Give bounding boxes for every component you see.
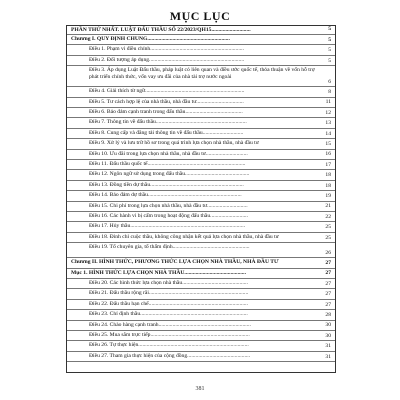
toc-entry-page: 27 xyxy=(325,291,331,298)
toc-entry-text: Điều 17. Hủy thầu.................................................................................. xyxy=(89,223,245,230)
toc-entry-page: 5 xyxy=(328,47,331,54)
toc-entry xyxy=(67,87,335,97)
toc-entry-text: Điều 7. Thông tin về đấu thầu................................................................. xyxy=(89,119,247,126)
toc-entry-page: 27 xyxy=(325,280,331,287)
toc-entry-page: 18 xyxy=(325,182,331,189)
toc-entry xyxy=(67,56,335,66)
toc-entry-page: 31 xyxy=(325,353,331,360)
toc-part-heading xyxy=(67,26,335,35)
toc-entry-page: 14 xyxy=(325,130,331,137)
toc-entry-text: Điều 15. Chi phí trong lựa chọn nhà thầu, nhà đầu tư............................. xyxy=(89,202,248,209)
toc-entry xyxy=(67,45,335,55)
page-number: 381 xyxy=(195,386,205,392)
toc-entry xyxy=(67,222,335,232)
toc-entry-page: 30 xyxy=(325,332,331,339)
toc-entry-text: Điều 20. Các hình thức lựa chọn nhà thầu............................................... xyxy=(89,280,248,286)
toc-entry-page: 25 xyxy=(325,234,331,241)
toc-entry-page: 25 xyxy=(325,224,331,231)
toc-entry-text: Điều 27. Tham gia thực hiện của cộng đồng............................................. xyxy=(89,352,251,359)
toc-entry-page: 5 xyxy=(328,26,331,33)
toc-entry-page: 6 xyxy=(328,78,331,85)
toc-entry xyxy=(67,139,335,149)
toc-entry xyxy=(67,108,335,118)
toc-entry xyxy=(67,321,335,331)
toc-entry-text: Điều 11. Đấu thầu quốc tế...................................................................... xyxy=(89,161,246,167)
toc-entry-text: Điều 1. Phạm vi điều chỉnh................................................................... xyxy=(89,46,244,53)
toc-entry xyxy=(67,150,335,160)
toc-chapter-heading xyxy=(67,35,335,45)
toc-entry-page: 27 xyxy=(325,301,331,308)
toc-entry-page: 5 xyxy=(328,57,331,64)
toc-entry xyxy=(67,66,335,87)
toc-entry-page: 11 xyxy=(325,99,331,106)
toc-entry-text: Điều 5. Tư cách hợp lệ của nhà thầu, nhà đầu tư.................................. xyxy=(89,98,244,105)
toc-entry xyxy=(67,160,335,170)
toc-entry-page: 17 xyxy=(325,161,331,168)
toc-entry-text: PHẦN THỨ NHẤT. LUẬT ĐẤU THẦU SỐ 22/2023/QH15............................ xyxy=(71,27,251,33)
toc-entry-page: 19 xyxy=(325,192,331,199)
toc-entry-page: 27 xyxy=(325,259,331,266)
toc-entry xyxy=(67,352,335,362)
toc-entry-page: 5 xyxy=(328,36,331,43)
toc-entry-text: Điều 4. Giải thích từ ngữ....................................................................... xyxy=(89,88,245,95)
toc-entry-text: Điều 13. Đồng tiền dự thầu................................................................... xyxy=(89,181,244,188)
toc-entry-text: Điều 6. Bảo đảm cạnh tranh trong đấu thầu......................................... xyxy=(89,109,243,115)
toc-entry-text: Điều 16. Các hành vi bị cấm trong hoạt động đấu thầu........................... xyxy=(89,213,248,219)
toc-entry-page: 22 xyxy=(325,213,331,220)
toc-entry-text: Điều 2. Đối tượng áp dụng.................................................................... xyxy=(89,56,245,63)
toc-entry-text: Điều 12. Ngôn ngữ sử dụng trong đấu thầu.............................................. xyxy=(89,171,250,178)
toc-entry-text: Điều 10. Ưu đãi trong lựa chọn nhà thầu, nhà đầu tư.............................. xyxy=(89,150,248,157)
toc-entry-text: Điều 14. Bảo đảm dự thầu................................................................... xyxy=(89,192,242,199)
toc-chapter-heading xyxy=(67,258,335,268)
toc-entry-page: 28 xyxy=(325,311,331,318)
toc-entry-page: 26 xyxy=(325,249,331,256)
toc-entry xyxy=(67,310,335,320)
toc-entry-page: 15 xyxy=(325,140,331,147)
toc-entry xyxy=(67,118,335,128)
toc-entry-text: Điều 21. Đấu thầu rộng rãi....................................................................... xyxy=(89,290,249,297)
toc-entry xyxy=(67,202,335,212)
toc-entry-text: Điều 18. Đình chỉ cuộc thầu, không công nhận kết quả lựa chọn nhà thầu, nhà đầu tư xyxy=(89,233,279,240)
toc-section-heading xyxy=(67,269,335,279)
toc-entry-text: Chương I. QUY ĐỊNH CHUNG........................................................... xyxy=(71,36,230,42)
toc-entry-page: 13 xyxy=(325,120,331,127)
toc-entry xyxy=(67,289,335,299)
toc-entry-text: Mục 1. HÌNH THỨC LỰA CHỌN NHÀ THẦU............................................ xyxy=(71,269,246,276)
toc-entry-page: 8 xyxy=(328,88,331,95)
toc-entry-text: Điều 23. Chỉ định thầu............................................................................. xyxy=(89,311,248,318)
toc-entry-page: 12 xyxy=(325,109,331,116)
toc-entry xyxy=(67,341,335,351)
toc-entry-page: 30 xyxy=(325,322,331,329)
toc-entry-text: Điều 9. Xử lý và lưu trữ hồ sơ trong quá trình lựa chọn nhà thầu, nhà đầu tư xyxy=(89,140,259,147)
toc-entry xyxy=(67,191,335,201)
toc-entry-text: Điều 3. Áp dụng Luật Đấu thầu, pháp luật có liên quan và điều ước quốc tế, thỏa thuận về vốn hỗ trợ phát triển chính thức, vốn vay ưu đãi của nhà tài trợ nước ngoài xyxy=(89,67,315,80)
toc-entry-text: Điều 26. Tự thực hiện............................................................................... xyxy=(89,342,249,349)
toc-entry xyxy=(67,98,335,108)
toc-entry-text: Điều 25. Mua sắm trực tiếp....................................................................... xyxy=(89,332,250,338)
page-title: MỤC LỤC xyxy=(169,9,231,23)
toc-entry-text: Chương II. HÌNH THỨC, PHƯƠNG THỨC LỰA CHỌN NHÀ THẦU, NHÀ ĐẦU TƯ xyxy=(71,259,279,266)
toc-entry xyxy=(67,233,335,243)
toc-entry-text: Điều 8. Cung cấp và đăng tải thông tin về đấu thầu............................. xyxy=(89,129,244,136)
toc-entry xyxy=(67,300,335,310)
toc-entry-page: 31 xyxy=(325,343,331,350)
toc-entry xyxy=(67,243,335,258)
toc-entry xyxy=(67,279,335,289)
toc-entry xyxy=(67,331,335,341)
toc-entry xyxy=(67,129,335,139)
toc-entry-page: 27 xyxy=(325,270,331,277)
toc-entry xyxy=(67,181,335,191)
toc-table xyxy=(66,25,336,373)
toc-entry-text: Điều 22. Đấu thầu hạn chế....................................................................... xyxy=(89,300,248,307)
toc-entry-page: 21 xyxy=(325,203,331,210)
toc-entry-page: 16 xyxy=(325,151,331,158)
toc-entry-text: Điều 24. Chào hàng cạnh tranh.................................................................. xyxy=(89,321,251,328)
toc-entry-text: Điều 19. Tổ chuyên gia, tổ thẩm định....................................................... xyxy=(89,244,250,251)
toc-entry-page: 18 xyxy=(325,172,331,179)
toc-entry xyxy=(67,170,335,180)
toc-entry xyxy=(67,212,335,222)
